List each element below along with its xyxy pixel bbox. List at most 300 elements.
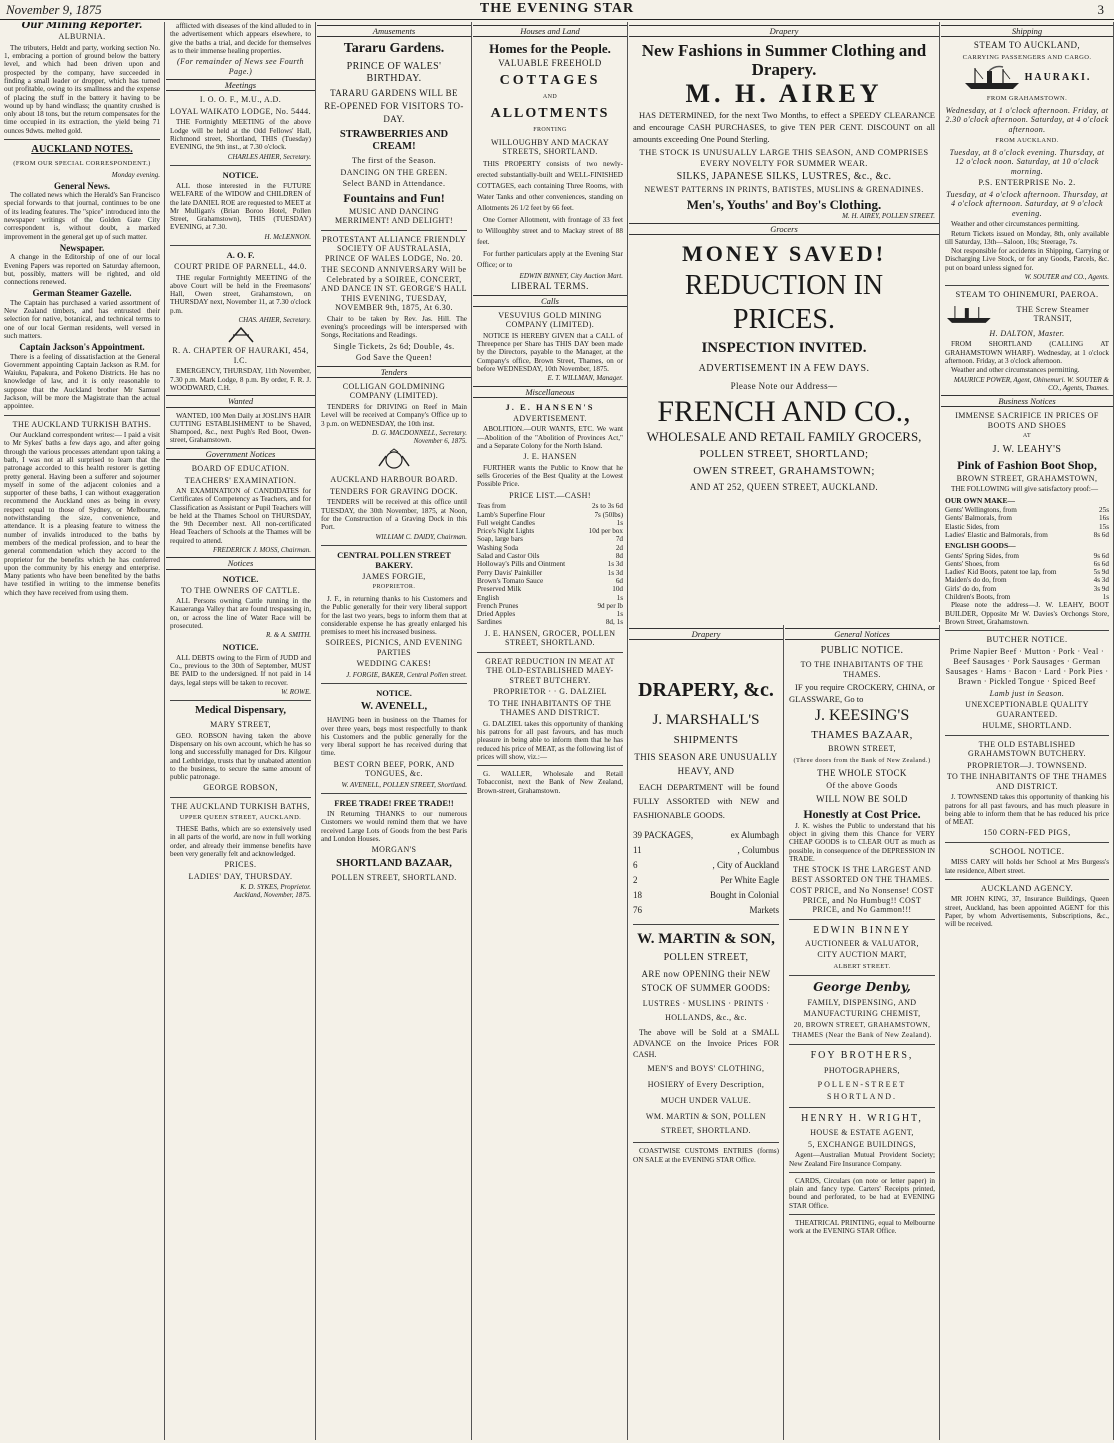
item-value: , City of Auckland (712, 860, 779, 871)
ad-body: GEO. ROBSON having taken the above Dispensary on his own account, which he has so long and successfully managed for Drs. Kilgour and Lethbridge, trusts that by unabated attention to the business, to secure the same amount of public patronage. (170, 731, 311, 782)
notice-subtitle: TEACHERS' EXAMINATION. (184, 475, 297, 485)
page-number: 3 (1097, 2, 1104, 17)
ad-body: MR JOHN KING, 37, Insurance Buildings, Queen street, Auckland, has been appointed AGENT for this Paper, by whom Advertisements, Subscriptions, &c., will be received. (945, 895, 1109, 929)
item-label: Brown's Tomato Sauce (477, 576, 544, 585)
ad-subtitle: AUCTIONEER & VALUATOR, (805, 938, 919, 948)
ad-line: WILLOUGHBY AND MACKAY STREETS, SHORTLAND. (490, 137, 610, 157)
ad-line: MEN'S and BOYS' CLOTHING, (647, 1064, 765, 1074)
ad-highlight: Fountains and Fun! (343, 190, 445, 205)
ad-line: MORGAN'S (371, 845, 417, 855)
ad-subtitle: TO THE INHABITANTS OF THE THAMES. (800, 660, 924, 679)
article-title: AUCKLAND NOTES. (31, 144, 133, 156)
divider (4, 139, 160, 140)
ad-date: November 6, 1875. (413, 437, 467, 446)
divider (170, 700, 311, 701)
divider (477, 765, 623, 766)
package-list (633, 828, 779, 918)
ad-line: AND AT 252, QUEEN STREET, AUCKLAND. (689, 482, 879, 493)
price-row (477, 527, 623, 535)
ship-name: THE Screw Steamer TRANSIT, (1016, 304, 1090, 324)
ad-subtitle: ADVERTISEMENT. (513, 413, 587, 423)
article-title: THE AUCKLAND TURKISH BATHS. (12, 419, 152, 429)
price-row (945, 576, 1109, 584)
divider (789, 1172, 935, 1173)
item-label: Ladies' Elastic and Balmorals, from (945, 530, 1048, 539)
ad-body: Not responsible for accidents in Shipping, Carrying or Discharging Live Stock, or for any Goods, Parcels, &c. put on board unless signed for. (945, 247, 1109, 272)
notice-signature: CHAS. AHIER, Secretary. (238, 316, 311, 325)
column-shipping (941, 22, 1114, 1440)
item-value: 7d (615, 535, 623, 544)
issue-date: November 9, 1875 (6, 2, 102, 17)
section-grocers: Grocers (629, 223, 939, 235)
ad-subtitle: PHOTOGRAPHERS, (824, 1066, 900, 1076)
ad-body: COASTWISE CUSTOMS ENTRIES (forms) ON SALE at the EVENING STAR Office. (633, 1147, 779, 1164)
ad-subtitle: UPPER QUEEN STREET, AUCKLAND. (179, 814, 302, 822)
divider (321, 230, 467, 231)
item-value: 6d (615, 576, 623, 585)
item-label: 39 PACKAGES, (633, 830, 694, 841)
ad-line: LUSTRES · MUSLINS · PRINTS · HOLLANDS, &c., &c. (642, 999, 770, 1023)
ad-title: SHORTLAND BAZAAR, (336, 857, 452, 869)
ad-signature: MAURICE POWER, Agent, Ohinemuri. W. SOUTER & CO., Agents, Thames. (953, 375, 1109, 392)
price-row (945, 552, 1109, 560)
list-heading: OUR OWN MAKE— (945, 495, 1015, 505)
item-value: 1s (616, 610, 623, 619)
ad-subtitle: TENDERS FOR GRAVING DOCK. (329, 486, 459, 496)
notice-title: NOTICE. (376, 688, 412, 699)
notice-body: EMERGENCY, THURSDAY, 11th November, 7.30 p.m. Mark Lodge, 8 p.m. By order, F. R. J. WOODWARD, C.H. (170, 367, 311, 392)
item-label: Gents' Balmorals, from (945, 514, 1012, 523)
ad-line: Select BAND in Attendance. (342, 179, 446, 189)
price-row (945, 585, 1109, 593)
item-value: 1s 3d (607, 560, 623, 569)
notice-title: NOTICE. (222, 641, 259, 652)
divider (789, 1214, 935, 1215)
ad-line: AT (1022, 433, 1032, 440)
ad-line: 5, EXCHANGE BUILDINGS, (808, 1139, 916, 1149)
ad-body: Return Tickets issued on Monday, 8th, only available till Saturday, 13th—Saloon, 10s; Steerage, 7s. (945, 229, 1109, 246)
ad-title: Medical Dispensary, (195, 705, 286, 717)
ad-subtitle: JAMES FORGIE, (362, 571, 426, 581)
item-value: 10d per box (588, 527, 623, 536)
ad-subtitle: J. E. HANSEN (523, 452, 577, 462)
ad-body: CARDS, Circulars (on note or letter paper) in plain and fancy type. Carters' Receipts printed, bound and perforated, to be had at EVENING STAR Office. (789, 1176, 935, 1210)
item-value: 16s (1099, 514, 1109, 523)
item-label: Perry Davis' Painkiller (477, 568, 543, 577)
price-row (945, 506, 1109, 514)
ad-line: THE STOCK IS THE LARGEST AND BEST ASSORTED ON THE THAMES. (791, 865, 933, 884)
schedule-times: FROM SHORTLAND (CALLING AT GRAHAMSTOWN WHARF). Wednesday, at 1 o'clock afternoon. Friday, at 3 o'clock afternoon. (945, 340, 1109, 365)
lodge-header: I. O. O. F., M.U., A.D. (199, 95, 282, 105)
divider (170, 245, 311, 246)
article-body: A change in the Editorship of one of our local Evening Papers was reported on Saturday afternoon, but, possibly, matters will be righted, and old connections renewed. (4, 253, 160, 287)
ad-body: TENDERS for DRIVING on Reef in Main Level will be received at Company's Office up to 3 p.m. on WEDNESDAY, the 10th inst. (321, 402, 467, 428)
ad-title: PUBLIC NOTICE. (820, 645, 904, 657)
ad-line: MUSIC AND DANCING MERRIMENT! AND DELIGHT! (334, 206, 454, 226)
item-label: Gents' Shoes, from (945, 559, 1000, 568)
notice-subtitle: TO THE OWNERS OF CATTLE. (180, 585, 301, 595)
ad-signature: EDWIN BINNEY, City Auction Mart. (519, 271, 623, 280)
notice-title: A. O. F. (226, 250, 255, 261)
divider (170, 165, 311, 166)
ad-line: POLLEN STREET, (663, 952, 749, 964)
ad-date: Auckland, November, 1875. (233, 891, 311, 900)
ad-title: BUTCHER NOTICE. (986, 634, 1068, 645)
article-body: The tributers, Heldt and party, working section No. 1, embracing a portion of ground below the battery level, and which had been driven upon and prospected by the company, have succeeded in finding a small leader or dropper, which has turned out profitable, owing to its smallness and the expense of placing the stuff in the battery it having to be wound up by hand windlass; the quantity crushed is only about 18 tons, but the return compensates for the time occupied in its extraction, the yield being 71 ounces 9dwts. melted gold. (4, 43, 160, 135)
ad-subtitle: PRINCE OF WALES' BIRTHDAY. (346, 61, 442, 85)
steamship-icon (963, 65, 1021, 91)
item-label: 18 (633, 890, 642, 901)
item-value: Markets (749, 905, 779, 916)
article-body: The Captain has purchased a varied assortment of New Zealand timbers, and has entrusted their selection for native, botanical, and technical terms to one of our local German residents, well versed in such matters. (4, 298, 160, 340)
section-drapery: Drapery (629, 25, 939, 37)
ad-signature: J. E. HANSEN, GROCER, POLLEN STREET, SHORTLAND. (484, 628, 616, 648)
ad-line: MUCH UNDER VALUE. (660, 1096, 752, 1106)
ad-line: CITY AUCTION MART, (817, 950, 907, 960)
ad-subtitle: TO THE INHABITANTS OF THE THAMES AND DISTRICT. (946, 772, 1108, 791)
item-label: Full weight Candles (477, 518, 535, 527)
subheading: Captain Jackson's Appointment. (19, 342, 145, 353)
ad-subtitle: LADIES' DAY, THURSDAY. (188, 871, 293, 881)
column-amusements (317, 22, 472, 1440)
schedule-heading: FROM GRAHAMSTOWN. (986, 95, 1068, 103)
ad-line: Single Tickets, 2s 6d; Double, 4s. (333, 341, 455, 351)
item-label: Gents' Spring Sides, from (945, 551, 1019, 560)
section-houses: Houses and Land (473, 25, 627, 37)
coat-of-arms-icon (371, 448, 417, 472)
ad-body: FURTHER wants the Public to Know that he sells Groceries of the Best Quality at the Lowest Possible Price. (477, 463, 623, 489)
wide-ad-block (629, 22, 940, 622)
ad-body: HAS DETERMINED, for the next Two Months, to effect a SPEEDY CLEARANCE and encourage CASH PURCHASES, to give TEN PER CENT. DISCOUNT on all amounts exceeding One Pound Sterling. (633, 110, 935, 145)
column-houses-land (473, 22, 628, 1440)
section-shipping: Shipping (941, 25, 1113, 37)
item-label: Maiden's do do, from (945, 576, 1007, 585)
ad-line: HOSIERY of Every Description, (647, 1080, 765, 1090)
section-amusements: Amusements (317, 25, 471, 37)
package-row (633, 873, 779, 888)
item-value: ex Alumbagh (730, 830, 779, 841)
ad-line: BROWN STREET, GRAHAMSTOWN, (956, 473, 1098, 483)
subheading: German Steamer Gazelle. (32, 288, 132, 299)
ad-title: Tararu Gardens. (343, 41, 445, 57)
section-misc: Miscellaneous (473, 386, 627, 398)
ad-signature: M. H. AIREY, POLLEN STREET. (842, 211, 935, 220)
ad-line: POLLEN STREET, SHORTLAND; (699, 448, 869, 461)
ad-body: ARE now OPENING their NEW STOCK OF SUMMER GOODS: (641, 969, 771, 994)
ad-signature: D. G. MACDONNELL, Secretary. (372, 428, 467, 437)
item-label: Gents' Wellingtons, from (945, 506, 1017, 515)
ad-highlight: ALLOTMENTS (490, 106, 610, 122)
article-body: The collated news which the Herald's San Francisco special forwards to that journal, continues to be one of its leading features. The "spice" introduced into the newspaper writings of the Golden Gate City correspondent is, without doubt, a marked improvement in the general get up of such matter. (4, 191, 160, 241)
ship-master: H. DALTON, Master. (989, 328, 1065, 338)
price-row (945, 568, 1109, 576)
newspaper-title: THE EVENING STAR (479, 1, 635, 16)
section-business: Business Notices (941, 395, 1113, 407)
price-row (945, 514, 1109, 522)
ad-subtitle: MARY STREET, (210, 720, 271, 730)
ad-line: DANCING ON THE GREEN. (340, 167, 448, 177)
ad-line: BEST CORN BEEF, PORK, AND TONGUES, &c. (333, 759, 455, 779)
lodge-name: LOYAL WAIKATO LODGE, No. 5444. (170, 106, 311, 116)
ad-body: THE SECOND ANNIVERSARY Will be Celebrated by a SOIREE, CONCERT, AND DANCE IN ST. GEORGE'S HALL THIS EVENING, TUESDAY, NOVEMBER 9th, 1875, At 6.30. (321, 265, 467, 313)
ad-body: For further particulars apply at the Evening Star Office; or to (477, 249, 623, 269)
section-meetings: Meetings (166, 79, 315, 91)
ad-line: Please Note our Address— (730, 381, 838, 392)
ad-subtitle: PRICES. (224, 860, 257, 870)
section-wanted: Wanted (166, 395, 315, 407)
price-row (477, 618, 623, 626)
section-drapery: Drapery (629, 628, 783, 640)
ad-merchant-name: FRENCH AND CO., (657, 395, 911, 429)
ad-title: MONEY SAVED! (681, 241, 887, 267)
ad-body: NOTICE IS HEREBY GIVEN that a CALL of Threepence per Share has THIS DAY been made by the Directors, payable to the Manager, at the Company's office, Brown Street, Thames, on or before WEDNESDAY, 10th November, 1875. (477, 331, 623, 374)
notice-title: NOTICE. (222, 169, 259, 180)
item-label: 6 (633, 860, 638, 871)
ad-body: G. WALLER, Wholesale and Retail Tobacconist, next the Bank of New Zealand, Brown-street, Grahamstown. (477, 770, 623, 795)
item-label: Price's Night Lights (477, 527, 535, 536)
divider (477, 652, 623, 653)
item-label: Children's Boots, from (945, 593, 1011, 602)
item-value: 5s 9d (1093, 568, 1109, 577)
ad-body: HAVING been in business on the Thames for over three years, begs most respectfully to thank his Customers and the public generally for the very liberal support he has received during that time. (321, 716, 467, 758)
ad-body: EACH DEPARTMENT will be found FULLY ASSORTED with NEW and FASHIONABLE GOODS. (633, 782, 779, 821)
ad-title: AUCKLAND HARBOUR BOARD. (330, 475, 458, 485)
ad-line: BROWN STREET, (828, 744, 896, 754)
ad-title: FREE TRADE! FREE TRADE!! (334, 798, 454, 809)
divider (945, 842, 1109, 843)
ad-subtitle: PROPRIETOR—J. TOWNSEND. (967, 760, 1087, 770)
price-row (477, 511, 623, 519)
section-tenders: Tenders (317, 366, 471, 378)
ad-body: IF you require CROCKERY, CHINA, or GLASSWARE, Go to (789, 682, 935, 705)
subheading: General News. (54, 180, 110, 191)
item-value: Per White Eagle (720, 875, 779, 886)
divider (633, 924, 779, 925)
ad-subtitle: HOUSE & ESTATE AGENT, (810, 1128, 914, 1138)
item-value: 1s (616, 593, 623, 602)
item-label: Lamb's Superfine Flour (477, 510, 545, 519)
article-date: Monday evening. (111, 170, 160, 179)
ad-body: THESE Baths, which are so extensively used in all parts of the world, are now in full working order, and already their immense benefits have been very generally felt and acknowledged. (170, 824, 311, 858)
price-row (945, 523, 1109, 531)
item-label: Soap, large bars (477, 535, 523, 544)
ad-merchant-name: George Denby, (813, 980, 911, 995)
ad-signature: K. D. SYKES, Proprietor. (240, 883, 311, 892)
ad-merchant-name: FOY BROTHERS, (810, 1050, 914, 1062)
price-list-title: PRICE LIST.—CASH! (509, 490, 591, 500)
ad-title: THE AUCKLAND TURKISH BATHS, (171, 801, 310, 811)
masonic-emblem-icon (226, 326, 256, 344)
ad-line: LIBERAL TERMS. (511, 281, 589, 292)
ad-title: GREAT REDUCTION IN MEAT AT THE OLD-ESTABLISHED MAEY-STREET BUTCHERY. (485, 656, 615, 685)
notice-title: R. A. CHAPTER OF HAURAKI, 454, I.C. (172, 346, 309, 365)
ad-line: Of the above Goods (826, 781, 898, 791)
ad-body: ABOLITION.—OUR WANTS, ETC. We want—Abolition of the "Abolition of Provinces Act," and a Separate Colony for the North Island. (477, 425, 623, 451)
column-mining-news (0, 22, 165, 1440)
divider (789, 1107, 935, 1108)
item-value: 10d (612, 585, 623, 594)
article-body: There is a feeling of dissatisfaction at the General Government appointing Captain Jackson as R.M. for Waiuku, Papakura, and Pokeno Districts. He has no knowledge of law, and it is only reasonable to suppose that the Auckland brother Mr Samuel Jackson, will be more the Magistrate than the actual appointee. (4, 352, 160, 411)
ad-subtitle: THAMES BAZAAR, (811, 729, 913, 742)
item-value: 6s 6d (1093, 559, 1109, 568)
ad-body: Weather and other circumstances permitting. (951, 366, 1080, 375)
masthead (0, 0, 1114, 20)
ad-body: IN Returning THANKS to our numerous Customers we would remind them that we have received Large Lots of Goods from the best Paris and London Houses. (321, 810, 467, 843)
ad-line: OWEN STREET, GRAHAMSTOWN; (693, 465, 875, 478)
ad-line: God Save the Queen! (355, 353, 433, 363)
ad-body: THE FOLLOWING will give satisfactory proof:— (951, 485, 1099, 494)
ship-name: P.S. ENTERPRISE No. 2. (978, 177, 1076, 188)
price-row (477, 560, 623, 568)
ad-body: THEATRICAL PRINTING, equal to Melbourne work at the EVENING STAR Office. (789, 1219, 935, 1236)
ad-subtitle: TO THE INHABITANTS OF THE THAMES AND DISTRICT. (488, 698, 612, 718)
ad-subtitle: CARRYING PASSENGERS AND CARGO. (962, 53, 1092, 61)
ad-merchant-name: M. H. AIREY (685, 79, 883, 109)
ad-highlight: REDUCTION IN PRICES. (684, 270, 884, 336)
notice-body: THE Fortnightly MEETING of the above Lodge will be held at the Odd Fellows' Hall, Richmond street, Shortland, THIS (Tuesday) EVENING, the 9th inst., at 7.30 o'clock. (170, 118, 311, 152)
divider (789, 975, 935, 976)
item-label: Teas from (477, 502, 506, 511)
ad-subtitle: WHOLESALE AND RETAIL FAMILY GROCERS, (646, 429, 922, 445)
divider (4, 415, 160, 416)
notice-title: BOARD OF EDUCATION. (191, 464, 290, 473)
section-calls: Calls (473, 295, 627, 307)
schedule-heading: FROM AUCKLAND. (995, 137, 1059, 145)
ad-body: One Corner Allotment, with frontage of 33 feet to Willoughby street and to Mackay street of 88 feet. (477, 215, 623, 246)
item-value: 2s to 3s 6d (592, 502, 623, 511)
item-label: 2 (633, 875, 638, 886)
price-row (477, 569, 623, 577)
ad-title: J. E. HANSEN'S (505, 401, 595, 412)
price-list (945, 552, 1109, 602)
ad-line: 20, BROWN STREET, GRAHAMSTOWN, THAMES (Near the Bank of New Zealand). (792, 1021, 932, 1039)
ad-title: STEAM TO OHINEMURI, PAEROA. (955, 289, 1099, 300)
ad-title: SCHOOL NOTICE. (989, 845, 1065, 856)
ad-line: THE STOCK IS UNUSUALLY LARGE THIS SEASON, AND COMPRISES EVERY NOVELTY FOR SUMMER WEAR. (639, 147, 929, 169)
section-notices: Notices (166, 557, 315, 569)
ad-merchant-name: EDWIN BINNEY (813, 924, 911, 936)
ad-line: POLLEN STREET, SHORTLAND. (331, 872, 457, 882)
ad-merchant-name: J. MARSHALL'S (652, 712, 760, 729)
article-body: afflicted with diseases of the kind alluded to in the advertisement which appears elsewhere, to give the baths a trial, and decide for themselves as to their immense healing properties. (170, 22, 311, 55)
ad-line: NEWEST PATTERNS IN PRINTS, BATISTES, MUSLINS & GRENADINES. (644, 185, 924, 195)
package-row (633, 828, 779, 843)
ad-title: COLLIGAN GOLDMINING COMPANY (LIMITED). (342, 381, 446, 401)
ad-line: SOIREES, PICNICS, AND EVENING PARTIES (325, 638, 463, 657)
ad-line: WEDDING CAKES! (356, 659, 432, 669)
ad-highlight: STRAWBERRIES AND CREAM! (339, 129, 449, 153)
ad-body: The above will be Sold at a SMALL ADVANCE on the Invoice Prices FOR CASH. (633, 1028, 779, 1060)
notice-signature: FREDERICK J. MOSS, Chairman. (213, 546, 311, 555)
item-value: 8s 6d (1093, 530, 1109, 539)
notice-body: ALL those interested in the FUTURE WELFARE of the WIDOW and CHILDREN of the late DANIEL ROE are requested to MEET at Mr Mulligan's (Brian Boroo Hotel, Pollen Street, Grahamstown), THIS (TUESDAY) EVENING, at 7.30. (170, 181, 311, 232)
package-row (633, 903, 779, 918)
price-row (945, 560, 1109, 568)
ad-line: COST PRICE, and No Nonsense! COST PRICE, and No Humbug!! COST PRICE, and No Gammon!!! (790, 886, 934, 915)
ad-line: SILKS, JAPANESE SILKS, LUSTRES, &c., &c. (676, 171, 892, 183)
ad-line: The first of the Season. (351, 156, 437, 166)
notice-signature: CHARLES AHIER, Secretary. (227, 152, 311, 161)
ad-line: FRONTING (533, 127, 567, 134)
item-value: Bought in Colonial (709, 890, 779, 901)
ad-signature: E. T. WILLMAN, Manager. (547, 374, 623, 383)
notice-signature: H. McLENNON. (264, 232, 311, 241)
item-value: 1s (616, 518, 623, 527)
item-label: Preserved Milk (477, 585, 522, 594)
price-list (945, 506, 1109, 539)
ad-signature: GEORGE ROBSON, (203, 783, 278, 793)
ad-line: VALUABLE FREEHOLD (498, 58, 602, 69)
article-byline: (FROM OUR SPECIAL CORRESPONDENT.) (13, 160, 151, 168)
ad-line: POLLEN-STREET SHORTLAND. (817, 1080, 907, 1102)
notice-body: ALL DEBTS owing to the Firm of JUDD and Co., previous to the 30th of September, MUST BE PAID to the undersigned. If not paid in 14 days, legal steps will be taken to recover. (170, 653, 311, 687)
price-list (477, 502, 623, 626)
ad-line: AND (542, 93, 558, 100)
price-row (477, 594, 623, 602)
price-row (945, 531, 1109, 539)
price-row (477, 535, 623, 543)
ad-body: THIS PROPERTY consists of two newly-erected substantially-built and WELL-FINISHED COTTAGES, each containing Three Rooms, with Water Tanks and other conveniences, standing on Allotments 26 1/2 feet by 66 feet. (477, 159, 623, 212)
item-value: 8d (615, 552, 623, 561)
ad-title: THE OLD ESTABLISHED GRAHAMSTOWN BUTCHERY. (968, 739, 1086, 759)
ad-title: AUCKLAND AGENCY. (980, 882, 1074, 893)
ad-merchant-name: W. MARTIN & SON, (637, 931, 775, 948)
item-label: Salad and Castor Oils (477, 552, 540, 561)
item-label: Elastic Sides, from (945, 522, 1000, 531)
ad-highlight: Men's, Youths' and Boy's Clothing. (686, 196, 882, 212)
ad-merchant-name: J. W. LEAHY'S (992, 443, 1062, 455)
article-place: ALBURNIA. (58, 32, 106, 42)
item-label: 76 (633, 905, 642, 916)
ad-line: INSPECTION INVITED. (701, 340, 867, 357)
ad-body: Please note the address—J. W. LEAHY, BOOT BUILDER, Opposite Mr W. Davies's Orchongs Store, Brown Street, Grahamstown. (945, 601, 1109, 626)
ad-subtitle: PROPRIETOR · · G. DALZIEL (493, 687, 607, 697)
notice-title: NOTICE. (222, 573, 259, 584)
divider (170, 797, 311, 798)
item-label: Sardines (477, 618, 502, 627)
notice-subtitle: COURT PRIDE OF PARNELL, 44.0. (174, 262, 307, 272)
item-value: 9d per lb (597, 601, 623, 610)
ad-body: J. K. wishes the Public to understand that his object in giving them this Chance for VERY CHEAP GOODS is to CLEAR OUT as much as possible, in consequence of the DEPRESSION IN TRADE. (789, 821, 935, 863)
ad-body: Agent—Australian Mutual Provident Society; New Zealand Fire Insurance Company. (789, 1151, 935, 1168)
divider (321, 793, 467, 794)
ad-line: THIS SEASON ARE UNUSUALLY HEAVY, AND (634, 752, 778, 777)
ad-body: J. TOWNSEND takes this opportunity of thanking his patrons for all past favours, and has much pleasure in being able to inform them that he has reduced his price of MEAT. (945, 793, 1109, 827)
item-label: Holloway's Pills and Ointment (477, 560, 566, 569)
divider (945, 630, 1109, 631)
continuation-note: (For remainder of News see Fourth Page.) (177, 57, 304, 76)
steamship-icon (945, 303, 993, 325)
item-label: Ladies' Kid Boots, patent toe lap, from (945, 568, 1057, 577)
ad-highlight: COTTAGES (499, 72, 601, 88)
ad-title: VESUVIUS GOLD MINING COMPANY (LIMITED). (498, 310, 602, 330)
schedule-times: Wednesday, at 1 o'clock afternoon. Friday, at 2.30 o'clock afternoon. Saturday, at 4 o'clock afternoon. (945, 105, 1109, 134)
item-label: English (477, 593, 499, 602)
notice-signature: W. ROWE. (281, 687, 311, 696)
divider (945, 285, 1109, 286)
price-row (477, 577, 623, 585)
ship-row (945, 303, 1109, 326)
column-notices (166, 22, 316, 1440)
section-general: General Notices (785, 628, 939, 640)
ad-title: W. AVENELL, (360, 701, 428, 713)
item-value: 7s (50lbs) (594, 510, 623, 519)
ad-title: IMMENSE SACRIFICE IN PRICES OF BOOTS AND SHOES (955, 411, 1099, 430)
ad-signature: W. AVENELL, POLLEN STREET, Shortland. (341, 780, 467, 789)
subheading: Newspaper. (59, 242, 105, 253)
ad-subtitle: FAMILY, DISPENSING, AND MANUFACTURING CHEMIST, (803, 998, 921, 1019)
price-row (477, 552, 623, 560)
